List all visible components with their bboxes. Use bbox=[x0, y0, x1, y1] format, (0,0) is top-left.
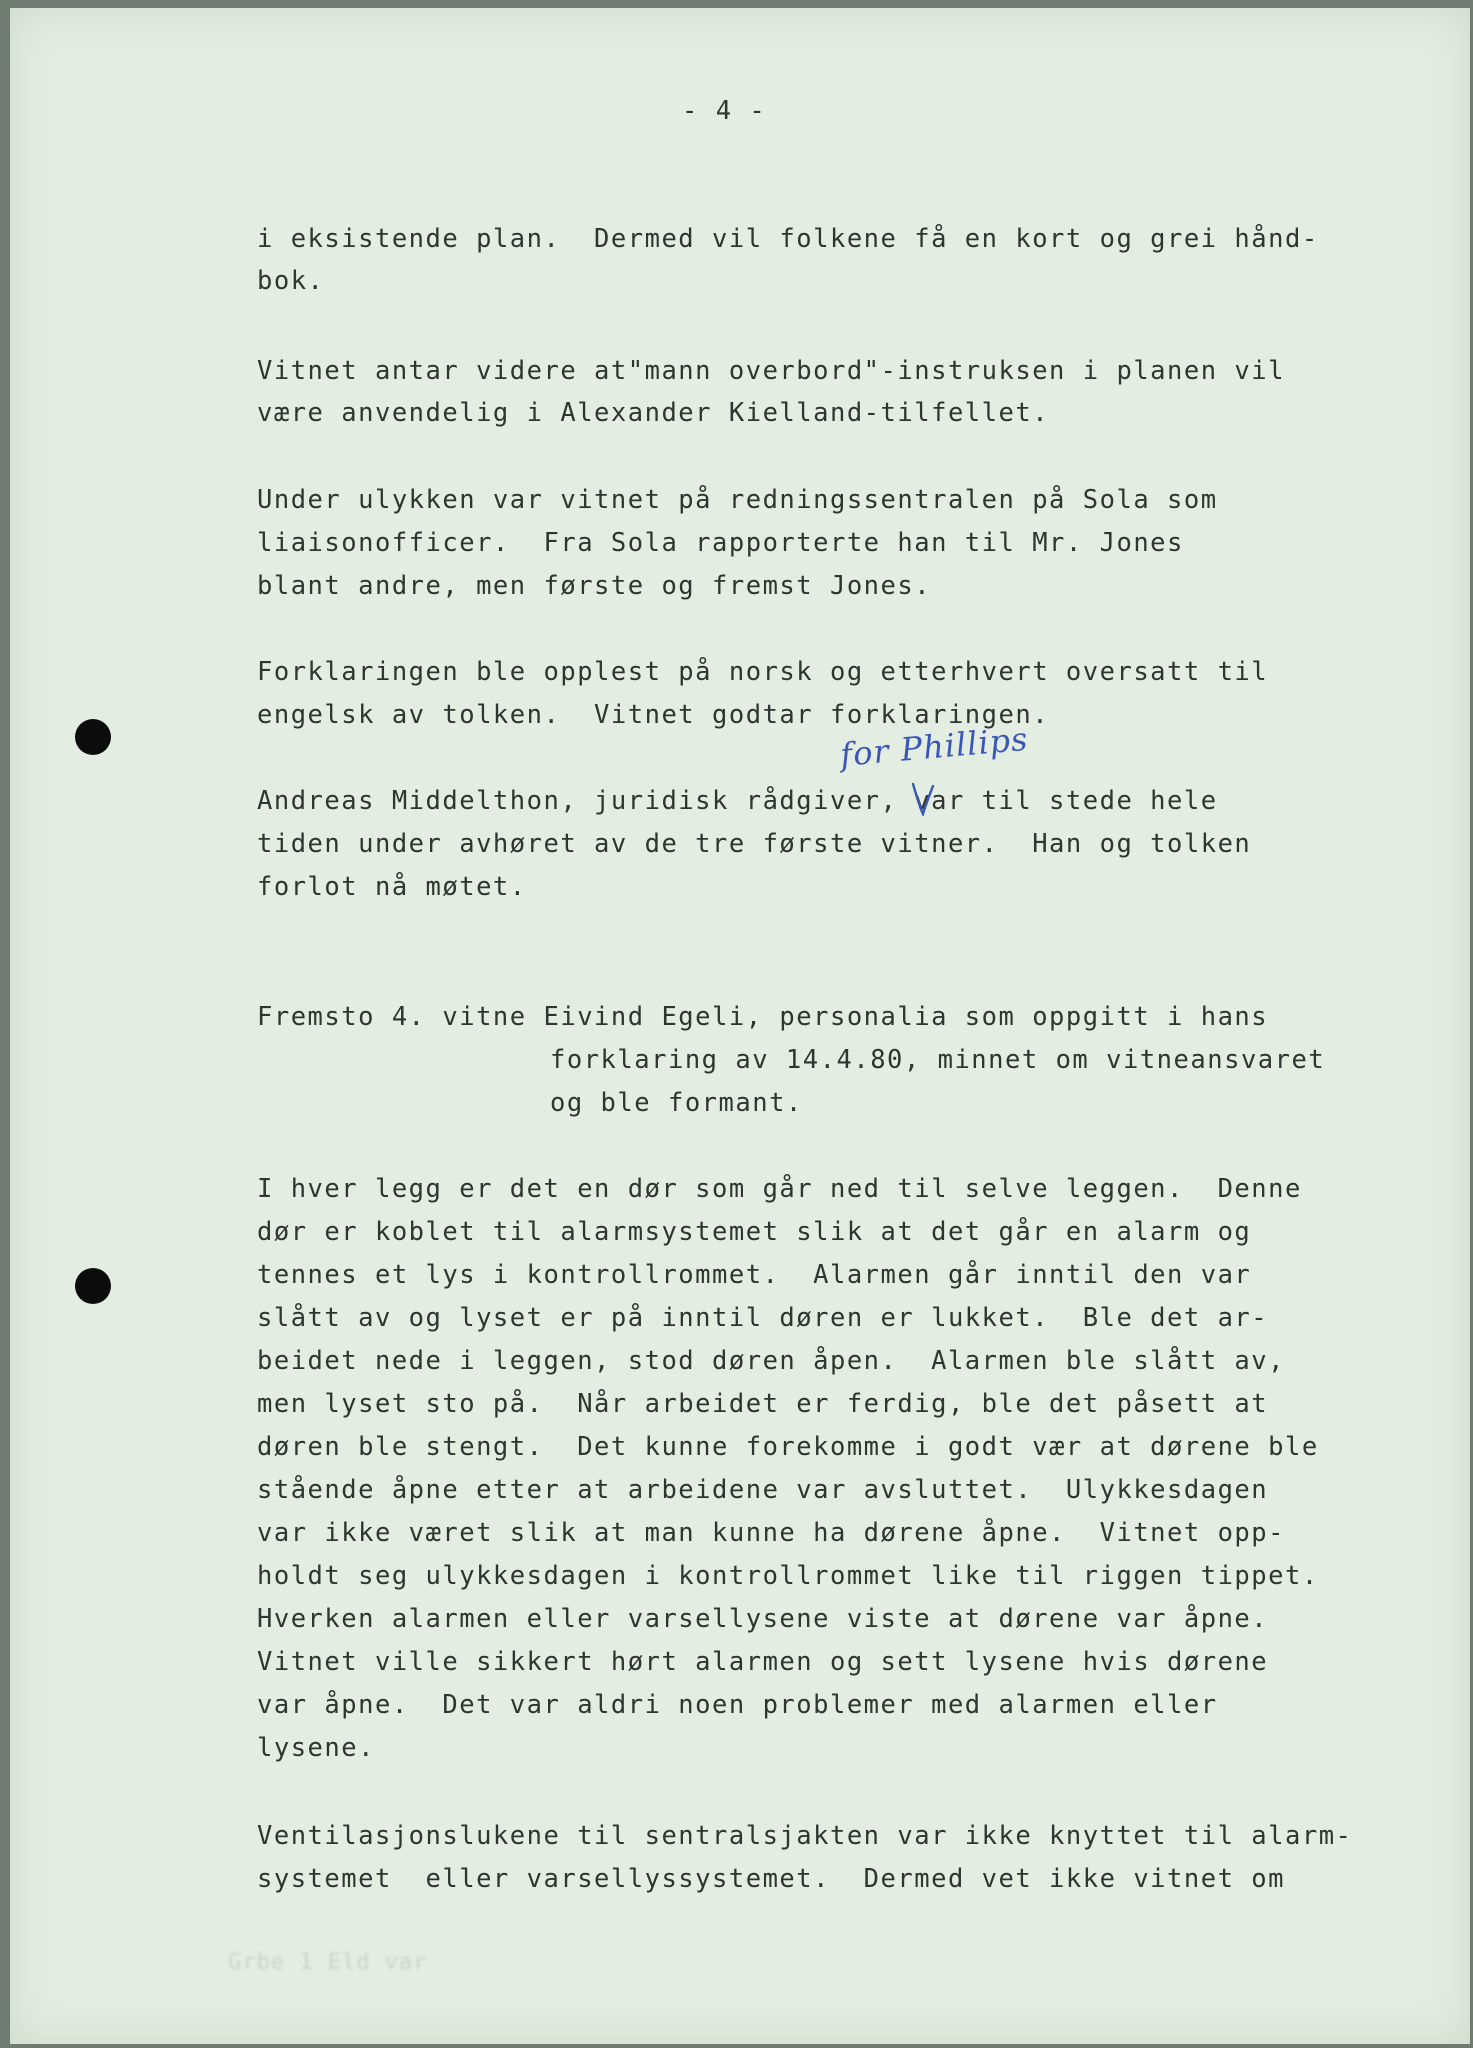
handwritten-annotation: for Phillips bbox=[838, 719, 1030, 774]
text-line: var ikke været slik at man kunne ha dørene åpne. Vitnet opp- bbox=[257, 1518, 1285, 1548]
text-line: men lyset sto på. Når arbeidet er ferdig, ble det påsett at bbox=[257, 1389, 1269, 1419]
text-line: Vitnet ville sikkert hørt alarmen og sett lysene hvis dørene bbox=[257, 1647, 1269, 1677]
text-line: døren ble stengt. Det kunne forekomme i godt vær at dørene ble bbox=[257, 1432, 1319, 1462]
text-line: være anvendelig i Alexander Kielland-tilfellet. bbox=[257, 398, 1050, 428]
text-line: bok. bbox=[257, 266, 325, 296]
text-line: beidet nede i leggen, stod døren åpen. Alarmen ble slått av, bbox=[257, 1346, 1285, 1376]
text-line: Vitnet antar videre at"mann overbord"-instruksen i planen vil bbox=[257, 356, 1285, 386]
text-line: lysene. bbox=[257, 1733, 375, 1763]
text-line: I hver legg er det en dør som går ned til selve leggen. Denne bbox=[257, 1174, 1302, 1204]
bleed-through-text: Grbe 1 Eld var bbox=[228, 1950, 428, 1975]
text-line: stående åpne etter at arbeidene var avsluttet. Ulykkesdagen bbox=[257, 1475, 1269, 1505]
text-line: Forklaringen ble opplest på norsk og etterhvert oversatt til bbox=[257, 657, 1269, 687]
text-line: forklaring av 14.4.80, minnet om vitneansvaret bbox=[550, 1045, 1326, 1075]
insertion-caret-icon bbox=[910, 782, 936, 816]
text-line: tennes et lys i kontrollrommet. Alarmen går inntil den var bbox=[257, 1260, 1252, 1290]
text-line: Ventilasjonslukene til sentralsjakten var ikke knyttet til alarm- bbox=[257, 1821, 1353, 1851]
text-line: forlot nå møtet. bbox=[257, 872, 527, 902]
page-number: - 4 - bbox=[682, 96, 767, 126]
text-line: Hverken alarmen eller varsellysene viste at dørene var åpne. bbox=[257, 1604, 1269, 1634]
text-line: dør er koblet til alarmsystemet slik at det går en alarm og bbox=[257, 1217, 1252, 1247]
text-line: systemet eller varsellyssystemet. Dermed vet ikke vitnet om bbox=[257, 1864, 1285, 1894]
text-line: holdt seg ulykkesdagen i kontrollrommet like til riggen tippet. bbox=[257, 1561, 1319, 1591]
text-line: liaisonofficer. Fra Sola rapporterte han til Mr. Jones bbox=[257, 528, 1184, 558]
text-line: tiden under avhøret av de tre første vitner. Han og tolken bbox=[257, 829, 1252, 859]
text-line: blant andre, men første og fremst Jones. bbox=[257, 571, 932, 601]
text-line: Andreas Middelthon, juridisk rådgiver, var til stede hele bbox=[257, 786, 1218, 816]
text-line: engelsk av tolken. Vitnet godtar forklaringen. bbox=[257, 700, 1050, 730]
document-page bbox=[10, 8, 1470, 2044]
text-line: og ble formant. bbox=[550, 1088, 803, 1118]
text-line: slått av og lyset er på inntil døren er lukket. Ble det ar- bbox=[257, 1303, 1269, 1333]
typed-text bbox=[10, 8, 1470, 1894]
text-line: var åpne. Det var aldri noen problemer med alarmen eller bbox=[257, 1690, 1218, 1720]
text-line: i eksistende plan. Dermed vil folkene få en kort og grei hånd- bbox=[257, 224, 1319, 254]
witness-intro-line: Fremsto 4. vitne Eivind Egeli, personalia som oppgitt i hans bbox=[257, 1002, 1269, 1032]
text-line: Under ulykken var vitnet på redningssentralen på Sola som bbox=[257, 485, 1218, 515]
